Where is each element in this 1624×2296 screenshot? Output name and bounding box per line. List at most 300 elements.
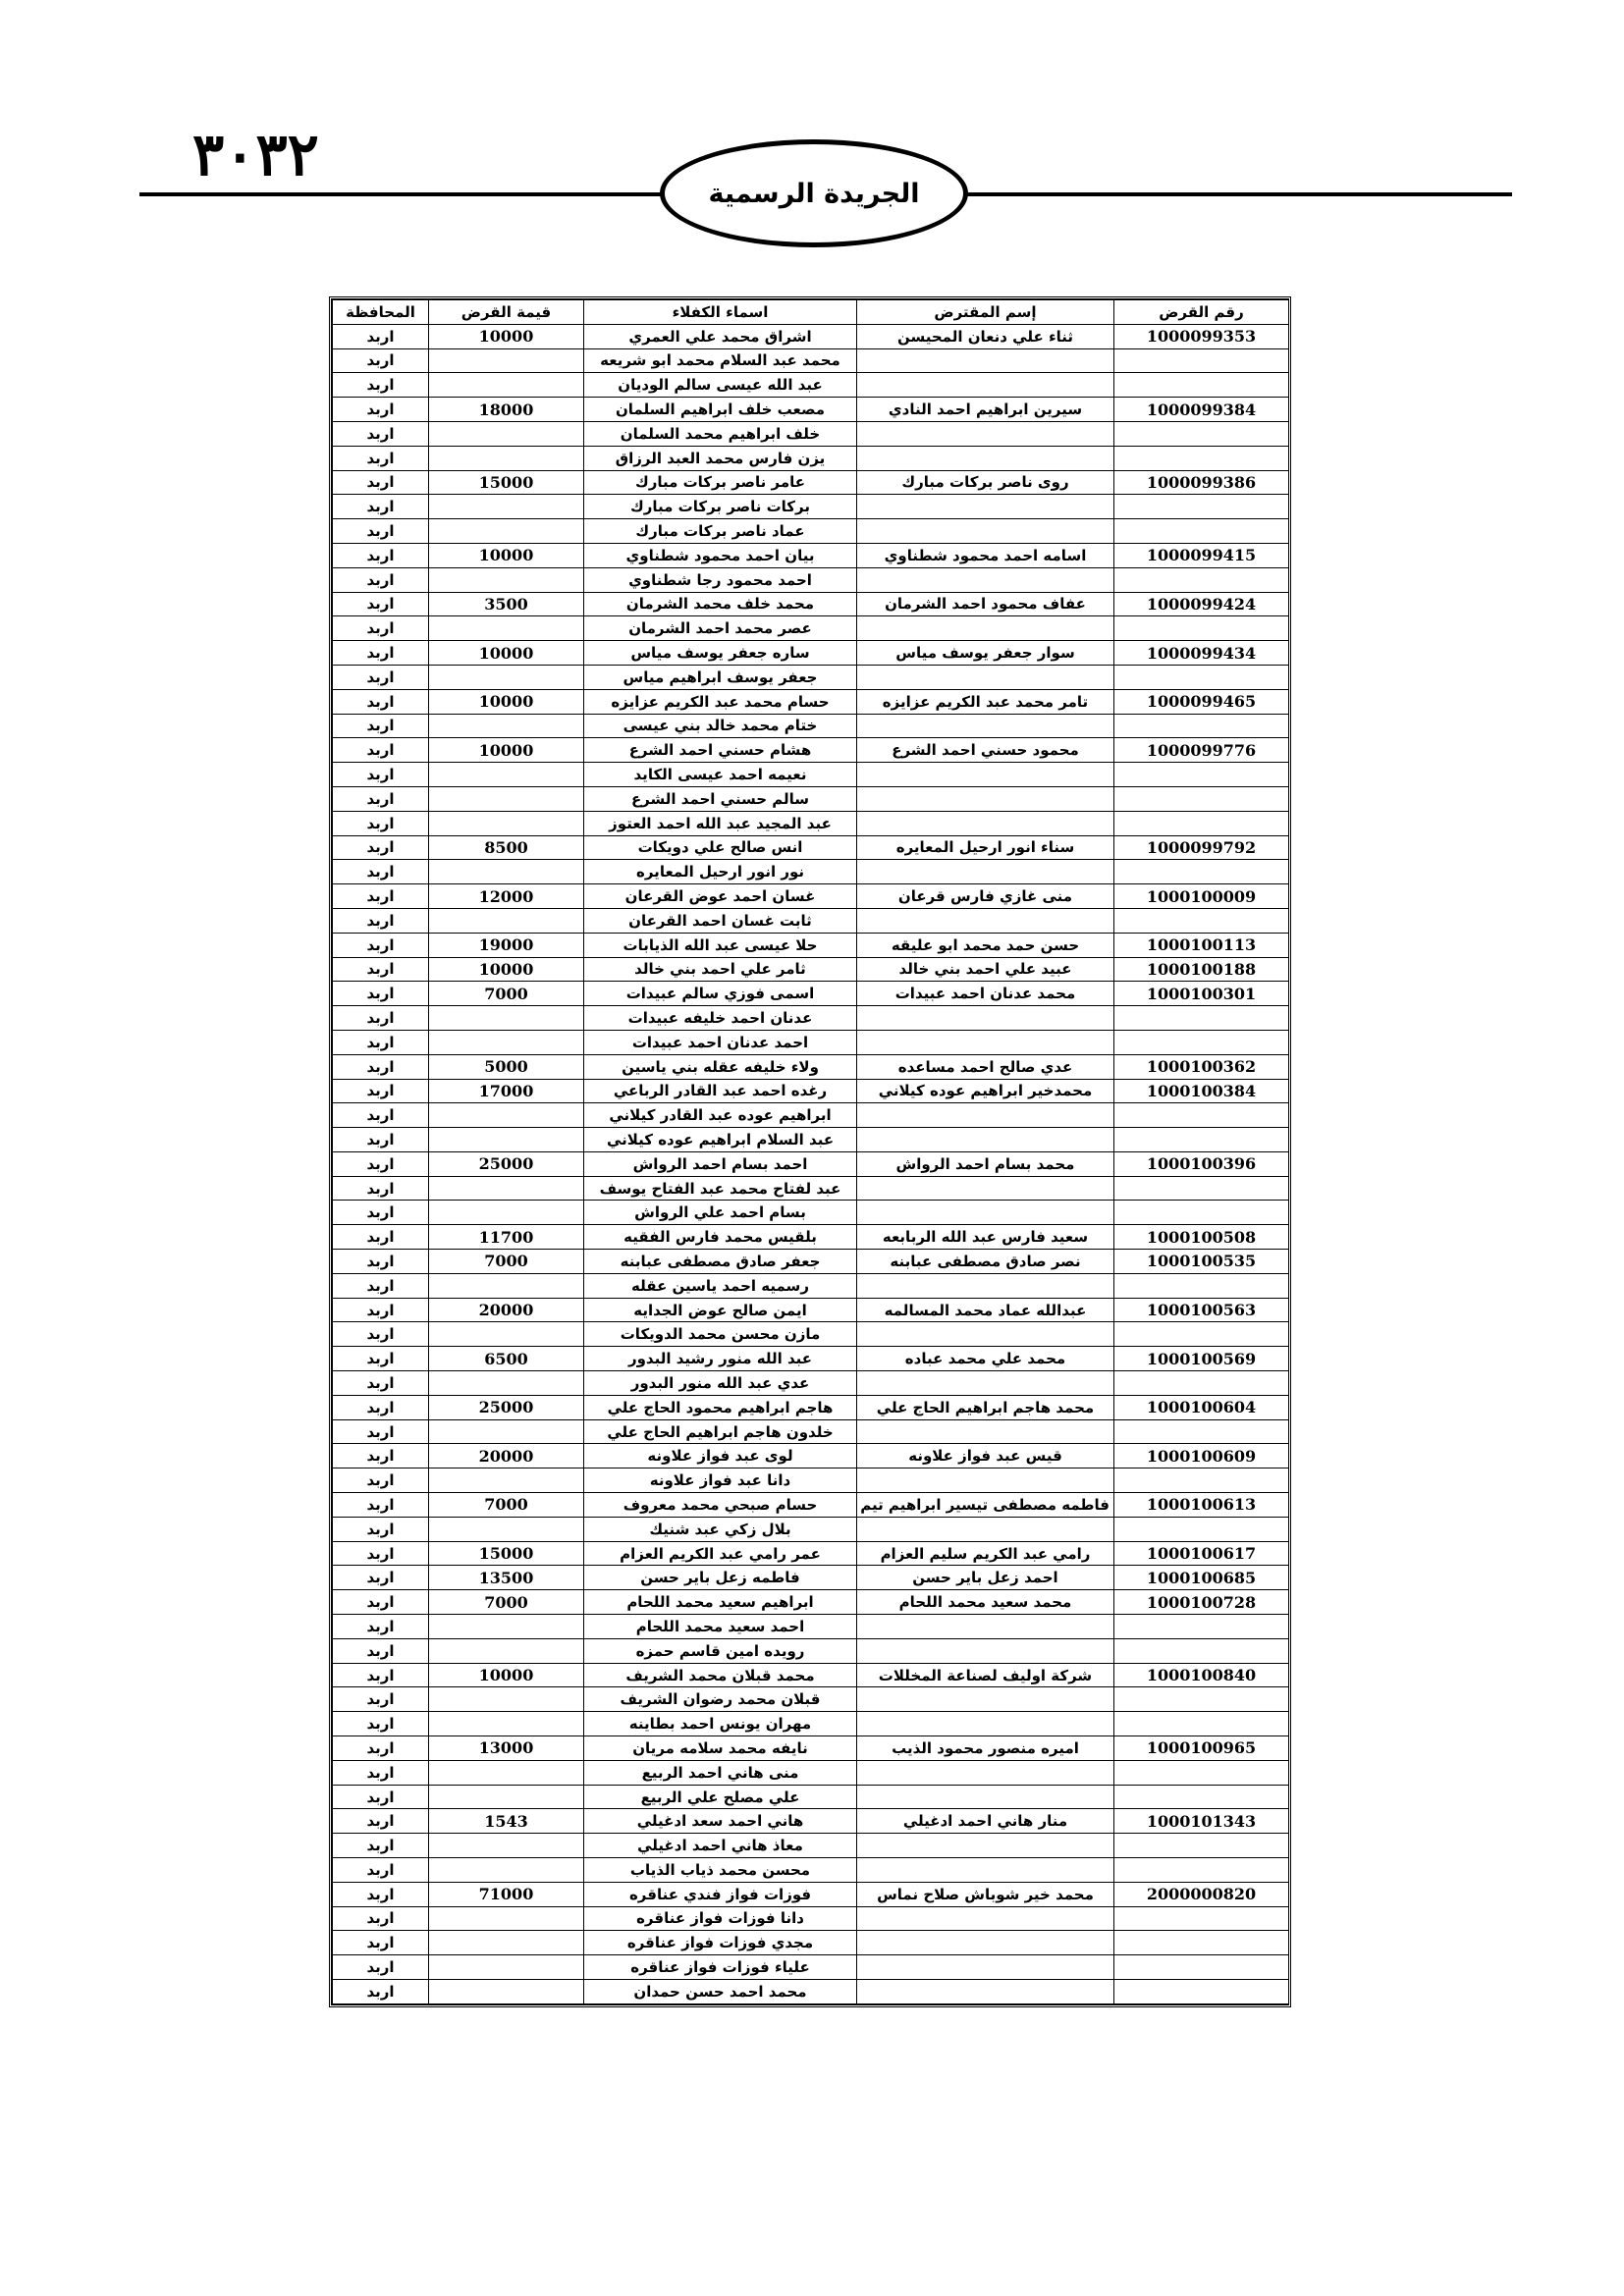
loan-amount-cell (429, 1931, 584, 1955)
loan-amount-cell: 12000 (429, 884, 584, 909)
guarantor-name-cell: بلال زكي عبد شنيك (584, 1517, 857, 1541)
guarantor-name-cell: علياء فوزات فواز عناقره (584, 1955, 857, 1980)
guarantor-name-cell: يزن فارس محمد العبد الرزاق (584, 446, 857, 470)
borrower-name-cell: محمد بسام احمد الرواش (857, 1151, 1114, 1176)
header-guarantor-names: اسماء الكفلاء (584, 300, 857, 325)
governorate-cell: اربد (333, 1712, 429, 1736)
table-row (333, 811, 1289, 835)
governorate-cell: اربد (333, 1663, 429, 1687)
borrower-name-cell: سيرين ابراهيم احمد النادي (857, 398, 1114, 422)
table-row (333, 957, 1289, 982)
guarantor-name-cell: احمد عدنان احمد عبيدات (584, 1030, 857, 1054)
loan-number-cell (1114, 1712, 1289, 1736)
borrower-name-cell: روى ناصر بركات مبارك (857, 470, 1114, 495)
governorate-cell: اربد (333, 1517, 429, 1541)
guarantor-name-cell: سالم حسني احمد الشرع (584, 786, 857, 811)
governorate-cell: اربد (333, 714, 429, 738)
borrower-name-cell: عبدالله عماد محمد المسالمه (857, 1298, 1114, 1322)
guarantor-name-cell: خلف ابراهيم محمد السلمان (584, 421, 857, 446)
table-row (333, 1250, 1289, 1274)
loan-amount-cell (429, 1419, 584, 1444)
borrower-name-cell: اميره منصور محمود الذيب (857, 1736, 1114, 1761)
borrower-name-cell (857, 373, 1114, 398)
loan-amount-cell: 1543 (429, 1809, 584, 1834)
loan-amount-cell (429, 811, 584, 835)
loan-amount-cell (429, 519, 584, 544)
loan-number-cell: 1000100609 (1114, 1444, 1289, 1468)
table-row (333, 835, 1289, 860)
table-row (333, 689, 1289, 714)
table-row (333, 1541, 1289, 1566)
loan-amount-cell: 10000 (429, 738, 584, 763)
loan-number-cell (1114, 446, 1289, 470)
table-row (333, 763, 1289, 787)
guarantor-name-cell: حسام صبحي محمد معروف (584, 1493, 857, 1518)
loan-number-cell (1114, 519, 1289, 544)
guarantor-name-cell: جعفر يوسف ابراهيم مياس (584, 665, 857, 689)
governorate-cell: اربد (333, 324, 429, 348)
borrower-name-cell: محمد هاجم ابراهيم الحاج علي (857, 1395, 1114, 1419)
loan-amount-cell: 19000 (429, 933, 584, 957)
loan-amount-cell (429, 1201, 584, 1225)
loan-amount-cell (429, 1176, 584, 1201)
guarantor-name-cell: انس صالح علي دويكات (584, 835, 857, 860)
borrower-name-cell: احمد زعل باير حسن (857, 1566, 1114, 1590)
loan-number-cell (1114, 1322, 1289, 1347)
loan-number-cell (1114, 1273, 1289, 1298)
loan-number-cell: 1000099465 (1114, 689, 1289, 714)
governorate-cell: اربد (333, 1444, 429, 1468)
loan-number-cell: 1000099386 (1114, 470, 1289, 495)
loan-number-cell (1114, 567, 1289, 592)
borrower-name-cell (857, 665, 1114, 689)
borrower-name-cell: رامي عبد الكريم سليم العزام (857, 1541, 1114, 1566)
governorate-cell: اربد (333, 1858, 429, 1883)
guarantor-name-cell: ولاء خليفه عقله بني ياسين (584, 1054, 857, 1079)
table-row (333, 616, 1289, 641)
page-number: ٣٠٣٢ (192, 121, 319, 189)
guarantor-name-cell: ثامر علي احمد بني خالد (584, 957, 857, 982)
table-row (333, 1006, 1289, 1031)
guarantor-name-cell: معاذ هاني احمد ادغيلي (584, 1834, 857, 1858)
loan-number-cell: 1000100113 (1114, 933, 1289, 957)
guarantor-name-cell: محمد احمد حسن حمدان (584, 1979, 857, 2003)
guarantor-name-cell: عصر محمد احمد الشرمان (584, 616, 857, 641)
governorate-cell: اربد (333, 592, 429, 616)
borrower-name-cell: منى غازي فارس قرعان (857, 884, 1114, 909)
borrower-name-cell (857, 495, 1114, 519)
borrower-name-cell: عفاف محمود احمد الشرمان (857, 592, 1114, 616)
loan-amount-cell (429, 446, 584, 470)
loan-number-cell: 1000100569 (1114, 1347, 1289, 1371)
table-row (333, 519, 1289, 544)
table-row (333, 786, 1289, 811)
borrower-name-cell: عدي صالح احمد مساعده (857, 1054, 1114, 1079)
borrower-name-cell (857, 1128, 1114, 1152)
borrower-name-cell (857, 1858, 1114, 1883)
governorate-cell: اربد (333, 982, 429, 1006)
table-row (333, 1322, 1289, 1347)
loan-number-cell: 1000099434 (1114, 641, 1289, 666)
loan-amount-cell (429, 616, 584, 641)
loan-number-cell: 1000099424 (1114, 592, 1289, 616)
loan-number-cell: 1000100301 (1114, 982, 1289, 1006)
guarantor-name-cell: هاجم ابراهيم محمود الحاج علي (584, 1395, 857, 1419)
table-row (333, 1785, 1289, 1809)
borrower-name-cell (857, 1419, 1114, 1444)
guarantor-name-cell: نور انور ارحيل المعايره (584, 860, 857, 884)
loans-table-frame (329, 296, 1291, 2007)
loan-amount-cell (429, 1712, 584, 1736)
guarantor-name-cell: محمد قبلان محمد الشريف (584, 1663, 857, 1687)
borrower-name-cell (857, 567, 1114, 592)
guarantor-name-cell: ايمن صالح عوض الجدايه (584, 1298, 857, 1322)
gazette-title: الجريدة الرسمية (708, 178, 920, 209)
borrower-name-cell (857, 1638, 1114, 1663)
borrower-name-cell: سعيد فارس عبد الله الربابعه (857, 1225, 1114, 1250)
gazette-title-badge (660, 139, 968, 247)
borrower-name-cell (857, 1176, 1114, 1201)
guarantor-name-cell: هاني احمد سعد ادغيلي (584, 1809, 857, 1834)
governorate-cell: اربد (333, 1638, 429, 1663)
loan-amount-cell (429, 348, 584, 373)
loan-number-cell (1114, 1128, 1289, 1152)
governorate-cell: اربد (333, 1201, 429, 1225)
table-row (333, 1444, 1289, 1468)
loan-amount-cell: 25000 (429, 1395, 584, 1419)
loan-amount-cell (429, 1858, 584, 1883)
borrower-name-cell (857, 1979, 1114, 2003)
loan-number-cell (1114, 1006, 1289, 1031)
loan-amount-cell: 11700 (429, 1225, 584, 1250)
loan-amount-cell: 17000 (429, 1079, 584, 1103)
loan-number-cell: 1000100604 (1114, 1395, 1289, 1419)
borrower-name-cell (857, 1006, 1114, 1031)
loan-number-cell (1114, 1419, 1289, 1444)
borrower-name-cell (857, 1760, 1114, 1785)
guarantor-name-cell: عماد ناصر بركات مبارك (584, 519, 857, 544)
loan-number-cell (1114, 908, 1289, 933)
header-borrower-name: إسم المقترض (857, 300, 1114, 325)
loan-number-cell (1114, 1201, 1289, 1225)
table-row (333, 1638, 1289, 1663)
governorate-cell: اربد (333, 1736, 429, 1761)
loan-amount-cell: 18000 (429, 398, 584, 422)
loan-number-cell (1114, 1176, 1289, 1201)
table-row (333, 1615, 1289, 1639)
table-row (333, 1687, 1289, 1712)
loan-number-cell (1114, 616, 1289, 641)
governorate-cell: اربد (333, 908, 429, 933)
loan-amount-cell: 3500 (429, 592, 584, 616)
loan-amount-cell: 7000 (429, 1493, 584, 1518)
governorate-cell: اربد (333, 1541, 429, 1566)
guarantor-name-cell: محمد عبد السلام محمد ابو شريعه (584, 348, 857, 373)
table-row (333, 1151, 1289, 1176)
table-row (333, 1395, 1289, 1419)
table-row (333, 348, 1289, 373)
table-row (333, 860, 1289, 884)
governorate-cell: اربد (333, 884, 429, 909)
guarantor-name-cell: عدي عبد الله منور البدور (584, 1371, 857, 1396)
header-loan-number: رقم القرض (1114, 300, 1289, 325)
guarantor-name-cell: هشام حسني احمد الشرع (584, 738, 857, 763)
borrower-name-cell: سوار جعفر يوسف مياس (857, 641, 1114, 666)
guarantor-name-cell: احمد محمود رجا شطناوي (584, 567, 857, 592)
governorate-cell: اربد (333, 1322, 429, 1347)
governorate-cell: اربد (333, 1128, 429, 1152)
governorate-cell: اربد (333, 1273, 429, 1298)
loan-number-cell (1114, 1615, 1289, 1639)
governorate-cell: اربد (333, 1979, 429, 2003)
table-row (333, 592, 1289, 616)
borrower-name-cell (857, 1371, 1114, 1396)
loan-amount-cell (429, 1615, 584, 1639)
loan-number-cell: 1000100617 (1114, 1541, 1289, 1566)
loan-amount-cell: 8500 (429, 835, 584, 860)
borrower-name-cell (857, 616, 1114, 641)
table-row (333, 1517, 1289, 1541)
loan-amount-cell (429, 421, 584, 446)
governorate-cell: اربد (333, 1176, 429, 1201)
guarantor-name-cell: رغده احمد عبد القادر الرباعي (584, 1079, 857, 1103)
table-row (333, 1225, 1289, 1250)
guarantor-name-cell: رويده امين قاسم حمزه (584, 1638, 857, 1663)
borrower-name-cell (857, 1615, 1114, 1639)
loan-number-cell (1114, 421, 1289, 446)
loan-amount-cell: 10000 (429, 957, 584, 982)
governorate-cell: اربد (333, 835, 429, 860)
guarantor-name-cell: حلا عيسى عبد الله الذيابات (584, 933, 857, 957)
governorate-cell: اربد (333, 1931, 429, 1955)
loan-number-cell (1114, 1858, 1289, 1883)
guarantor-name-cell: عبد الله عيسى سالم الوديان (584, 373, 857, 398)
loan-number-cell: 1000100009 (1114, 884, 1289, 909)
guarantor-name-cell: حسام محمد عبد الكريم عزايزه (584, 689, 857, 714)
borrower-name-cell (857, 1906, 1114, 1931)
table-row (333, 1298, 1289, 1322)
table-row (333, 1493, 1289, 1518)
governorate-cell: اربد (333, 689, 429, 714)
loan-number-cell: 2000000820 (1114, 1882, 1289, 1906)
borrower-name-cell: محمد عدنان احمد عبيدات (857, 982, 1114, 1006)
guarantor-name-cell: دانا فوزات فواز عناقره (584, 1906, 857, 1931)
guarantor-name-cell: فاطمه زعل باير حسن (584, 1566, 857, 1590)
guarantor-name-cell: اسمى فوزي سالم عبيدات (584, 982, 857, 1006)
governorate-cell: اربد (333, 1785, 429, 1809)
loan-number-cell (1114, 1638, 1289, 1663)
table-row (333, 495, 1289, 519)
governorate-cell: اربد (333, 1906, 429, 1931)
loan-number-cell: 1000100965 (1114, 1736, 1289, 1761)
borrower-name-cell (857, 1103, 1114, 1128)
loan-amount-cell (429, 1103, 584, 1128)
table-row (333, 1566, 1289, 1590)
loan-amount-cell (429, 1030, 584, 1054)
loan-number-cell (1114, 860, 1289, 884)
loan-amount-cell: 5000 (429, 1054, 584, 1079)
table-row (333, 1760, 1289, 1785)
table-row (333, 1736, 1289, 1761)
loan-amount-cell: 20000 (429, 1444, 584, 1468)
borrower-name-cell (857, 786, 1114, 811)
table-row (333, 1371, 1289, 1396)
guarantor-name-cell: عبد السلام ابراهيم عوده كيلاني (584, 1128, 857, 1152)
governorate-cell: اربد (333, 957, 429, 982)
loan-number-cell (1114, 1517, 1289, 1541)
loan-amount-cell (429, 1955, 584, 1980)
table-row (333, 884, 1289, 909)
loan-amount-cell (429, 1517, 584, 1541)
loan-number-cell: 1000100728 (1114, 1590, 1289, 1615)
table-row (333, 714, 1289, 738)
loan-number-cell: 1000100613 (1114, 1493, 1289, 1518)
table-row (333, 1663, 1289, 1687)
borrower-name-cell (857, 811, 1114, 835)
loan-number-cell: 1000100840 (1114, 1663, 1289, 1687)
loan-amount-cell (429, 786, 584, 811)
loan-number-cell (1114, 495, 1289, 519)
borrower-name-cell (857, 348, 1114, 373)
loan-number-cell (1114, 1785, 1289, 1809)
governorate-cell: اربد (333, 543, 429, 567)
governorate-cell: اربد (333, 738, 429, 763)
table-row (333, 665, 1289, 689)
loan-amount-cell (429, 1979, 584, 2003)
borrower-name-cell: عبيد علي احمد بني خالد (857, 957, 1114, 982)
loan-number-cell (1114, 786, 1289, 811)
loan-amount-cell: 10000 (429, 1663, 584, 1687)
guarantor-name-cell: لوى عبد فواز علاونه (584, 1444, 857, 1468)
loan-amount-cell (429, 1760, 584, 1785)
borrower-name-cell: فاطمه مصطفى تيسير ابراهيم تيم (857, 1493, 1114, 1518)
borrower-name-cell: سناء انور ارحيل المعايره (857, 835, 1114, 860)
guarantor-name-cell: ساره جعفر يوسف مياس (584, 641, 857, 666)
governorate-cell: اربد (333, 1395, 429, 1419)
loan-amount-cell: 7000 (429, 1250, 584, 1274)
borrower-name-cell (857, 1517, 1114, 1541)
borrower-name-cell (857, 1785, 1114, 1809)
loan-number-cell: 1000099792 (1114, 835, 1289, 860)
table-row (333, 1468, 1289, 1493)
loan-amount-cell (429, 908, 584, 933)
table-row (333, 373, 1289, 398)
guarantor-name-cell: علي مصلح علي الربيع (584, 1785, 857, 1809)
loan-amount-cell: 13500 (429, 1566, 584, 1590)
guarantor-name-cell: مهران يونس احمد بطاينه (584, 1712, 857, 1736)
guarantor-name-cell: عدنان احمد خليفه عبيدات (584, 1006, 857, 1031)
loan-amount-cell (429, 495, 584, 519)
borrower-name-cell (857, 421, 1114, 446)
governorate-cell: اربد (333, 446, 429, 470)
loan-amount-cell (429, 1371, 584, 1396)
loan-number-cell (1114, 1103, 1289, 1128)
table-row (333, 1590, 1289, 1615)
governorate-cell: اربد (333, 1054, 429, 1079)
loan-number-cell (1114, 373, 1289, 398)
governorate-cell: اربد (333, 1250, 429, 1274)
table-row (333, 1712, 1289, 1736)
loan-amount-cell (429, 1322, 584, 1347)
governorate-cell: اربد (333, 1103, 429, 1128)
guarantor-name-cell: بسام احمد علي الرواش (584, 1201, 857, 1225)
guarantor-name-cell: مازن محسن محمد الدويكات (584, 1322, 857, 1347)
loan-amount-cell: 15000 (429, 1541, 584, 1566)
governorate-cell: اربد (333, 1493, 429, 1518)
loan-amount-cell: 10000 (429, 641, 584, 666)
table-row (333, 1054, 1289, 1079)
governorate-cell: اربد (333, 1590, 429, 1615)
borrower-name-cell: تامر محمد عبد الكريم عزايزه (857, 689, 1114, 714)
loan-number-cell (1114, 1834, 1289, 1858)
loan-number-cell (1114, 1371, 1289, 1396)
guarantor-name-cell: مجدي فوزات فواز عناقره (584, 1931, 857, 1955)
table-row (333, 982, 1289, 1006)
borrower-name-cell: محمد سعيد محمد اللحام (857, 1590, 1114, 1615)
governorate-cell: اربد (333, 763, 429, 787)
guarantor-name-cell: قبلان محمد رضوان الشريف (584, 1687, 857, 1712)
table-row (333, 1834, 1289, 1858)
table-row (333, 1273, 1289, 1298)
loan-amount-cell: 15000 (429, 470, 584, 495)
table-row (333, 1128, 1289, 1152)
loan-amount-cell (429, 763, 584, 787)
loan-number-cell: 1000100535 (1114, 1250, 1289, 1274)
loan-number-cell: 1000099353 (1114, 324, 1289, 348)
loan-number-cell: 1000100188 (1114, 957, 1289, 982)
table-row (333, 908, 1289, 933)
loan-amount-cell (429, 1906, 584, 1931)
table-row (333, 567, 1289, 592)
table-row (333, 1931, 1289, 1955)
governorate-cell: اربد (333, 1347, 429, 1371)
guarantor-name-cell: عمر رامي عبد الكريم العزام (584, 1541, 857, 1566)
table-header-row (333, 300, 1289, 325)
borrower-name-cell: محمدخير ابراهيم عوده كيلاني (857, 1079, 1114, 1103)
borrower-name-cell (857, 1468, 1114, 1493)
guarantor-name-cell: احمد بسام احمد الرواش (584, 1151, 857, 1176)
governorate-cell: اربد (333, 1079, 429, 1103)
table-row (333, 421, 1289, 446)
borrower-name-cell (857, 714, 1114, 738)
guarantor-name-cell: ثابت غسان احمد القرعان (584, 908, 857, 933)
loan-amount-cell (429, 1638, 584, 1663)
loan-amount-cell (429, 1468, 584, 1493)
guarantor-name-cell: رسميه احمد ياسين عقله (584, 1273, 857, 1298)
governorate-cell: اربد (333, 519, 429, 544)
governorate-cell: اربد (333, 1419, 429, 1444)
governorate-cell: اربد (333, 1955, 429, 1980)
guarantor-name-cell: ختام محمد خالد بني عيسى (584, 714, 857, 738)
loan-number-cell (1114, 714, 1289, 738)
loan-amount-cell: 13000 (429, 1736, 584, 1761)
loan-number-cell (1114, 665, 1289, 689)
borrower-name-cell (857, 1687, 1114, 1712)
loan-number-cell (1114, 763, 1289, 787)
borrower-name-cell: محمد خير شوباش صلاح نماس (857, 1882, 1114, 1906)
loan-amount-cell (429, 1006, 584, 1031)
loan-number-cell (1114, 1955, 1289, 1980)
guarantor-name-cell: ابراهيم سعيد محمد اللحام (584, 1590, 857, 1615)
guarantor-name-cell: محسن محمد ذياب الذياب (584, 1858, 857, 1883)
loan-number-cell: 1000099415 (1114, 543, 1289, 567)
loan-number-cell: 1000100384 (1114, 1079, 1289, 1103)
table-row (333, 1906, 1289, 1931)
borrower-name-cell (857, 1030, 1114, 1054)
borrower-name-cell: محمود حسني احمد الشرع (857, 738, 1114, 763)
loan-amount-cell (429, 1273, 584, 1298)
table-row (333, 1079, 1289, 1103)
